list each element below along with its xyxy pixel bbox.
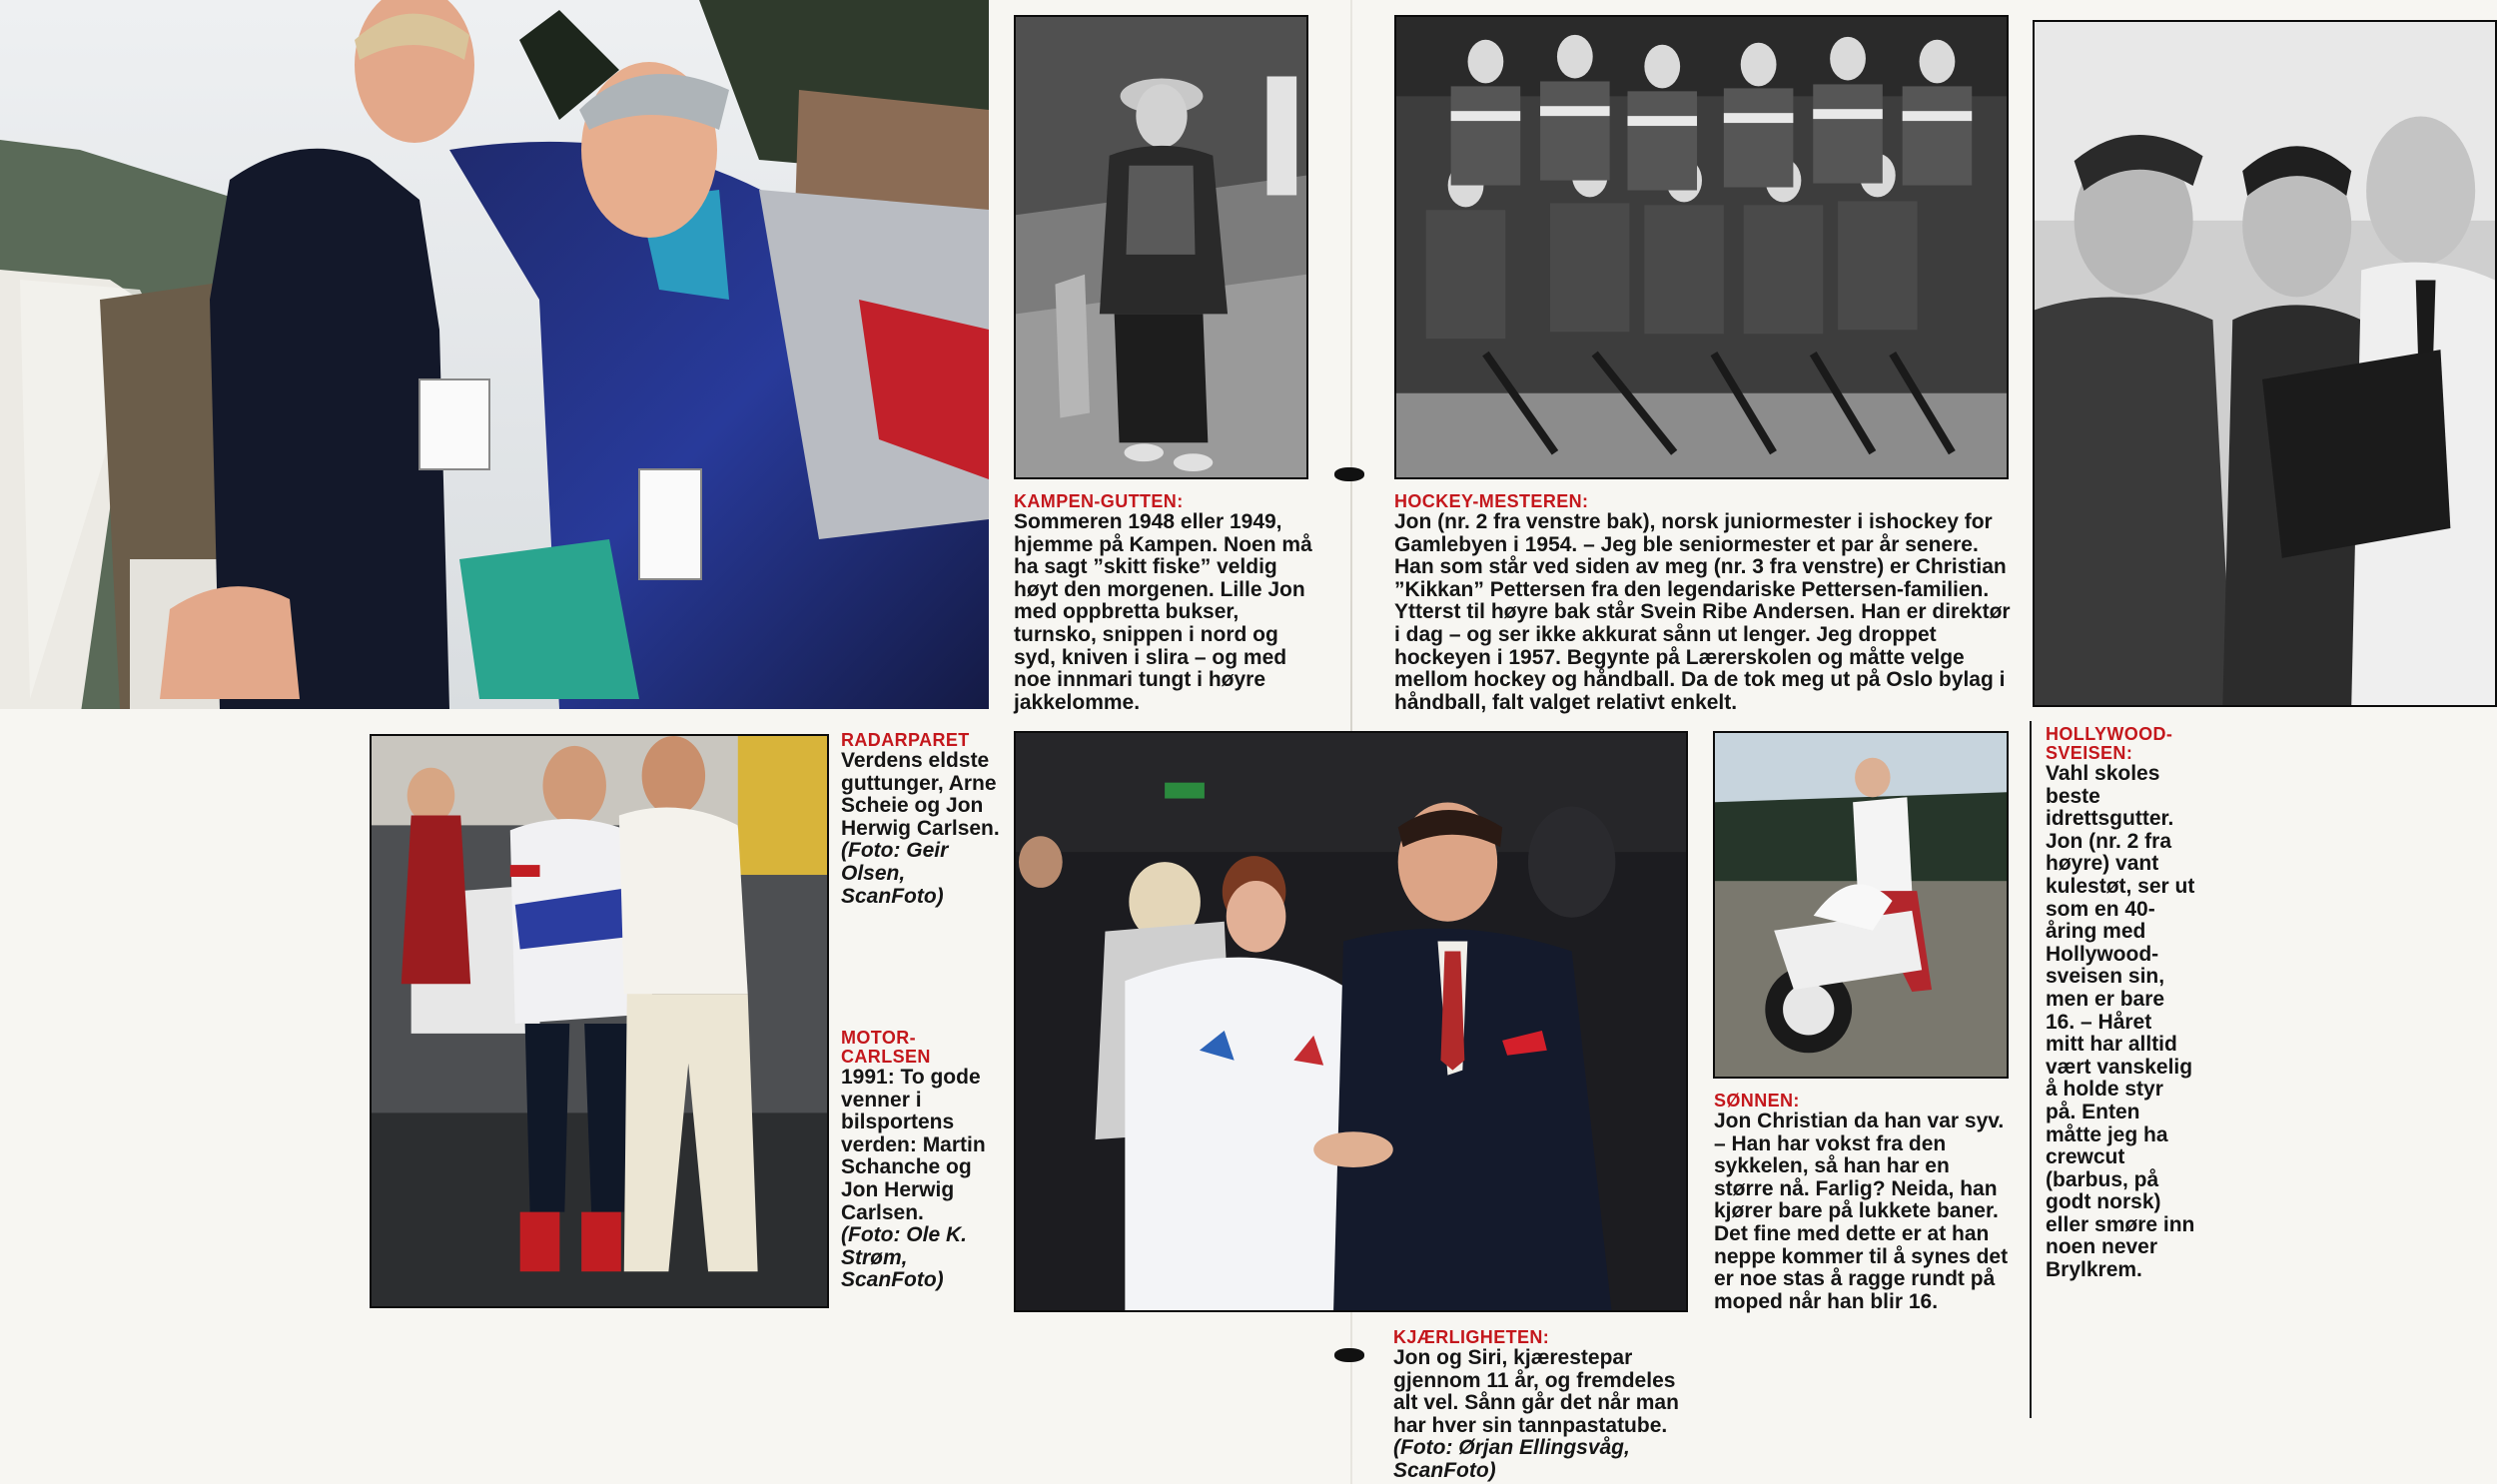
caption-hollywood-heading: HOLLYWOOD-SVEISEN:: [2046, 724, 2173, 763]
caption-kampen: [1014, 492, 1313, 714]
caption-hockey-body: Jon (nr. 2 fra venstre bak), norsk juniormester i ishockey for Gamlebyen i 1954. – Jeg ble seniormester et par år senere. Han som står ved siden av meg (nr. 3 fra venstre) er Christian ”Kikkan” Pettersen fra den legendariske Pettersen-familien. Ytterst til høyre bak står Svein Ribe Andersen. Han er direktør i dag – og ser ikke akkurat sånn ut lenger. Jeg droppet hockeyen i 1957. Begynte på Lærerskolen og måtte velge mellom hockey og håndball. Da de tok meg ut på Oslo bylag i håndball, falt valget relativt enkelt.: [1394, 510, 2011, 714]
radarparet-image: [372, 736, 827, 1306]
caption-hockey: [1394, 492, 2014, 714]
caption-kampen-body: Sommeren 1948 eller 1949, hjemme på Kampen. Noen må ha sagt ”skitt fiske” veldig høyt den morgenen. Lille Jon med oppbretta bukser, turnsko, snippen i nord og syd, kniven i slira – og med noe innmari tungt i høyre jakkelomme.: [1014, 510, 1312, 714]
photo-kampen-boy: [1014, 15, 1308, 479]
column-rule: [2030, 721, 2032, 1418]
caption-radarparet: [841, 731, 1001, 908]
caption-radarparet-body: Verdens eldste guttunger, Arne Scheie og Jon Herwig Carlsen.: [841, 749, 1000, 840]
photo-radarparet: [370, 734, 829, 1308]
caption-motor-heading: MOTOR-CARLSEN: [841, 1028, 931, 1067]
ski-jump-image: [0, 0, 989, 709]
photo-sonnen: [1713, 731, 2009, 1079]
caption-motor-credit: (Foto: Ole K. Strøm, ScanFoto): [841, 1223, 967, 1292]
caption-sonnen-body: Jon Christian da han var syv. – Han har vokst fra den sykkelen, så han har en større nå. Farlig? Neida, han kjører bare på lukkete baner. Det fine med dette er at han neppe kommer til å synes det er noe stas å ragge rundt på moped når han blir 16.: [1714, 1110, 2009, 1313]
caption-sonnen: [1714, 1092, 2014, 1313]
kjaerligheten-image: [1016, 733, 1686, 1310]
caption-kjaerligheten-heading: KJÆRLIGHETEN:: [1393, 1327, 1550, 1347]
caption-kjaerligheten: [1393, 1328, 1698, 1483]
caption-kjaerligheten-body: Jon og Siri, kjærestepar gjennom 11 år, og fremdeles alt vel. Sånn går det når man har hver sin tannpastatube.: [1393, 1346, 1679, 1437]
photo-kjaerligheten: [1014, 731, 1688, 1312]
caption-motor: [841, 1029, 1001, 1292]
caption-radarparet-credit: (Foto: Geir Olsen, ScanFoto): [841, 839, 949, 908]
caption-kampen-heading: KAMPEN-GUTTEN:: [1014, 491, 1184, 511]
caption-hollywood: [2046, 725, 2195, 1282]
photo-hockey-team: [1394, 15, 2009, 479]
caption-kjaerligheten-credit: (Foto: Ørjan Ellingsvåg, ScanFoto): [1393, 1436, 1630, 1482]
print-blot: [1334, 1348, 1364, 1362]
caption-radarparet-heading: RADARPARET: [841, 730, 970, 750]
hockey-team-image: [1396, 17, 2007, 477]
caption-hollywood-body: Vahl skoles beste idrettsgutter. Jon (nr. 2 fra høyre) vant kulestøt, ser ut som en 40-åring med Hollywood-sveisen sin, men er bare 16. – Håret mitt har alltid vært vanskelig å holde styr på. Enten måtte jeg ha crewcut (barbus, på godt norsk) eller smøre inn noen never Brylkrem.: [2046, 762, 2195, 1282]
caption-hockey-heading: HOCKEY-MESTEREN:: [1394, 491, 1589, 511]
photo-ski-jump: [0, 0, 989, 709]
print-blot: [1334, 467, 1364, 481]
hollywood-image: [2035, 22, 2495, 705]
caption-sonnen-heading: SØNNEN:: [1714, 1091, 1800, 1111]
sonnen-image: [1715, 733, 2007, 1077]
kampen-boy-image: [1016, 17, 1306, 477]
caption-motor-body: 1991: To gode venner i bilsportens verden: Martin Schanche og Jon Herwig Carlsen.: [841, 1066, 986, 1224]
photo-hollywood: [2033, 20, 2497, 707]
